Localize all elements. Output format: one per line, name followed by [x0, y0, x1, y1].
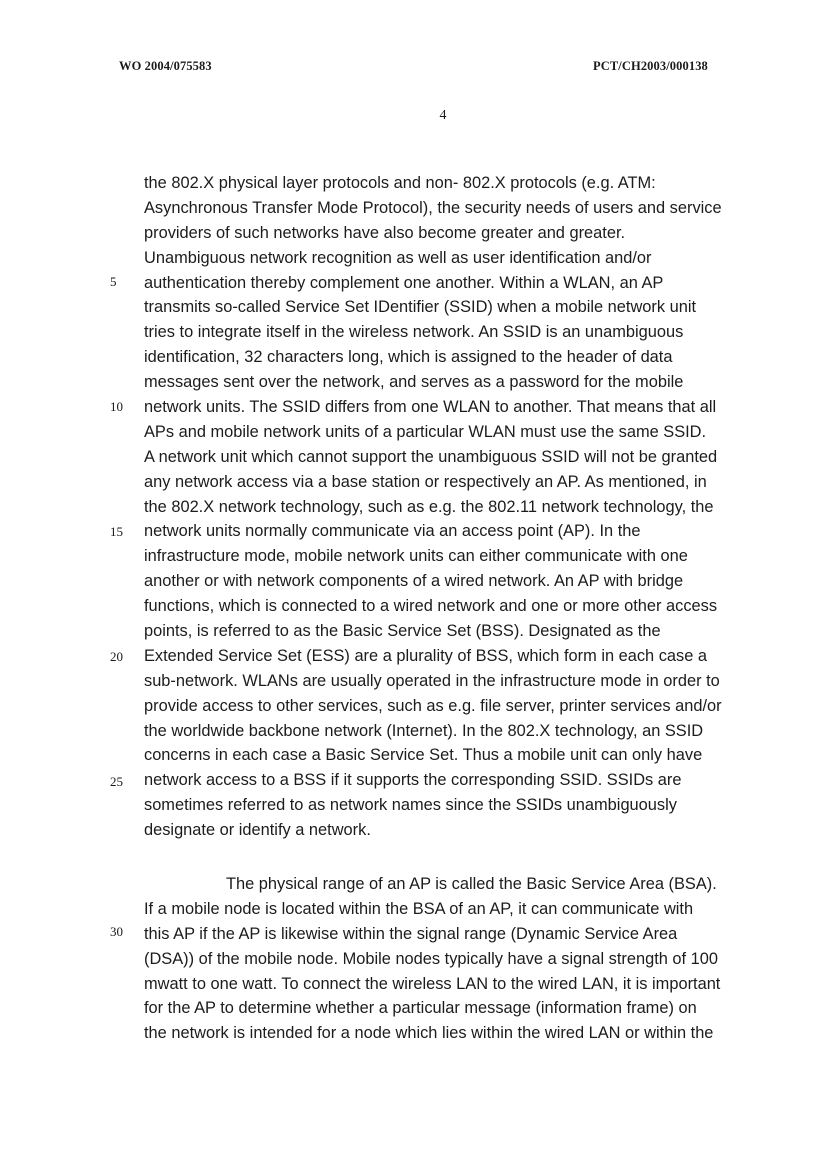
text-line: the worldwide backbone network (Internet). In the 802.X technology, an SSID [144, 721, 704, 740]
line-number: 15 [110, 524, 123, 539]
text-line: the 802.X network technology, such as e.g. the 802.11 network technology, the [144, 497, 714, 516]
publication-number: WO 2004/075583 [119, 59, 212, 73]
text-line: sub-network. WLANs are usually operated in the infrastructure mode in order to [144, 671, 720, 690]
text-line: identification, 32 characters long, which is assigned to the header of data [144, 348, 673, 367]
text-line: mwatt to one watt. To connect the wireless LAN to the wired LAN, it is important [144, 974, 721, 993]
text-line: the network is intended for a node which lies within the wired LAN or within the [144, 1024, 714, 1043]
page-number: 4 [439, 108, 447, 123]
text-line: network units normally communicate via an access point (AP). In the [144, 522, 641, 541]
text-line: another or with network components of a wired network. An AP with bridge [144, 572, 684, 591]
text-line: provide access to other services, such as e.g. file server, printer services and/or [144, 696, 722, 715]
text-line: The physical range of an AP is called the Basic Service Area (BSA). [226, 875, 717, 893]
text-line: the 802.X physical layer protocols and non- 802.X protocols (e.g. ATM: [144, 174, 656, 192]
text-line: infrastructure mode, mobile network units can either communicate with one [144, 547, 688, 566]
paragraph-2 [144, 872, 784, 1046]
text-line: any network access via a base station or respectively an AP. As mentioned, in [144, 472, 707, 491]
text-line: authentication thereby complement one another. Within a WLAN, an AP [144, 273, 664, 292]
text-line: A network unit which cannot support the unambiguous SSID will not be granted [144, 447, 718, 466]
text-line: (DSA)) of the mobile node. Mobile nodes typically have a signal strength of 100 [144, 949, 718, 968]
line-number: 20 [110, 649, 123, 664]
text-line: If a mobile node is located within the BSA of an AP, it can communicate with [144, 899, 694, 918]
text-line: concerns in each case a Basic Service Set. Thus a mobile unit can only have [144, 746, 703, 765]
text-line: designate or identify a network. [144, 821, 371, 840]
text-line: network units. The SSID differs from one WLAN to another. That means that all [144, 398, 717, 417]
text-line: tries to integrate itself in the wireless network. An SSID is an unambiguous [144, 323, 684, 342]
line-number: 25 [110, 774, 123, 789]
text-line: Asynchronous Transfer Mode Protocol), the security needs of users and service [144, 198, 722, 217]
line-number: 30 [110, 924, 123, 939]
text-line: Extended Service Set (ESS) are a plurality of BSS, which form in each case a [144, 646, 708, 665]
text-line: for the AP to determine whether a particular message (information frame) on [144, 999, 697, 1018]
text-line: functions, which is connected to a wired network and one or more other access [144, 597, 718, 616]
text-line: providers of such networks have also become greater and greater. [144, 223, 626, 242]
application-number: PCT/CH2003/000138 [593, 59, 708, 73]
text-line: transmits so-called Service Set IDentifier (SSID) when a mobile network unit [144, 298, 697, 317]
line-number: 10 [110, 399, 123, 414]
paragraph-1 [144, 171, 784, 843]
text-line: network access to a BSS if it supports the corresponding SSID. SSIDs are [144, 771, 682, 790]
text-line: APs and mobile network units of a particular WLAN must use the same SSID. [144, 422, 707, 441]
text-line: points, is referred to as the Basic Service Set (BSS). Designated as the [144, 622, 661, 641]
text-line: messages sent over the network, and serves as a password for the mobile [144, 373, 684, 392]
line-number: 5 [110, 274, 117, 289]
text-line: sometimes referred to as network names since the SSIDs unambiguously [144, 796, 677, 815]
text-line: Unambiguous network recognition as well as user identification and/or [144, 248, 652, 267]
text-line: this AP if the AP is likewise within the signal range (Dynamic Service Area [144, 924, 678, 943]
